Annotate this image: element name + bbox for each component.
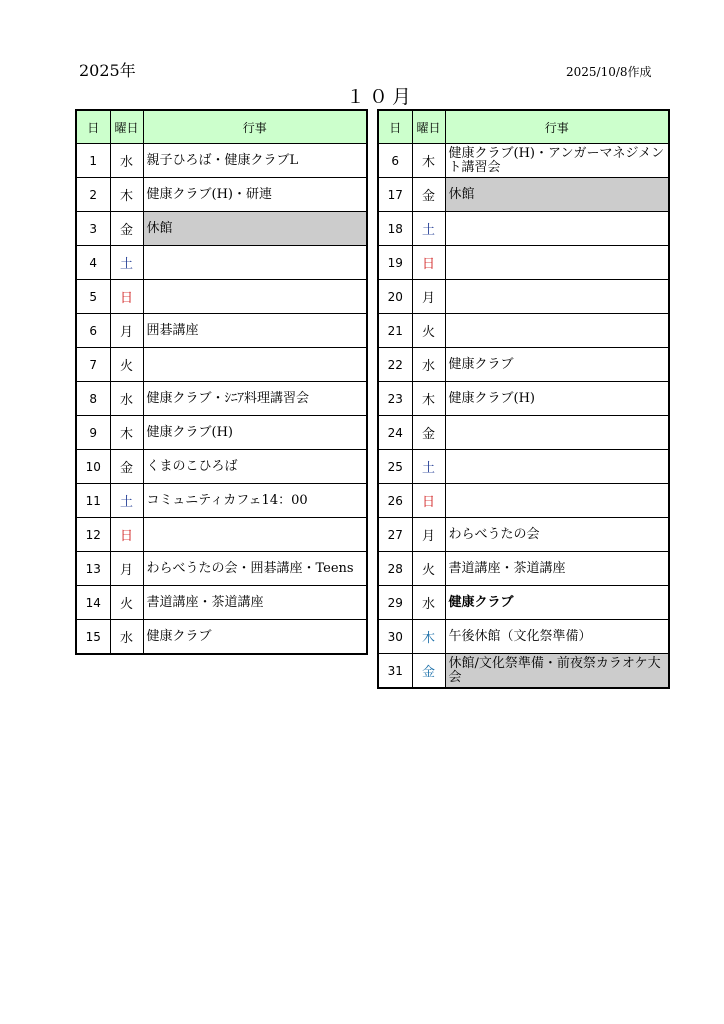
table-row [378, 348, 669, 382]
column-header-day: 日 [378, 110, 412, 144]
day-cell: 10 [76, 450, 110, 484]
table-row [76, 484, 367, 518]
day-cell: 1 [76, 144, 110, 178]
weekday-cell: 月 [110, 552, 143, 586]
event-cell [445, 212, 669, 246]
day-cell: 7 [76, 348, 110, 382]
day-cell: 13 [76, 552, 110, 586]
day-cell: 24 [378, 416, 412, 450]
day-cell: 2 [76, 178, 110, 212]
weekday-cell: 水 [412, 348, 445, 382]
event-cell: 書道講座・茶道講座 [143, 586, 367, 620]
column-header-day: 日 [76, 110, 110, 144]
weekday-cell: 月 [412, 280, 445, 314]
weekday-cell: 水 [412, 586, 445, 620]
calendar-table-left [75, 109, 368, 655]
table-row [378, 144, 669, 178]
event-cell: 健康クラブ [445, 586, 669, 620]
month-title: １０月 [346, 86, 416, 108]
event-cell: 健康クラブ [143, 620, 367, 655]
table-row [378, 450, 669, 484]
weekday-cell: 金 [412, 416, 445, 450]
weekday-cell: 金 [110, 450, 143, 484]
event-cell: 午後休館（文化祭準備） [445, 620, 669, 654]
weekday-cell: 日 [110, 280, 143, 314]
table-row [76, 280, 367, 314]
weekday-cell: 金 [412, 178, 445, 212]
table-row [76, 416, 367, 450]
table-row [76, 518, 367, 552]
day-cell: 18 [378, 212, 412, 246]
weekday-cell: 火 [412, 552, 445, 586]
weekday-cell: 火 [412, 314, 445, 348]
weekday-cell: 金 [412, 654, 445, 689]
event-cell [143, 246, 367, 280]
event-cell: コミュニティカフェ14：00 [143, 484, 367, 518]
day-cell: 30 [378, 620, 412, 654]
weekday-cell: 日 [110, 518, 143, 552]
weekday-cell: 日 [412, 484, 445, 518]
day-cell: 27 [378, 518, 412, 552]
day-cell: 17 [378, 178, 412, 212]
event-cell: わらべうたの会・囲碁講座・Teens [143, 552, 367, 586]
table-row [76, 450, 367, 484]
event-cell [143, 518, 367, 552]
day-cell: 8 [76, 382, 110, 416]
event-cell: 健康クラブ(H)・研連 [143, 178, 367, 212]
day-cell: 12 [76, 518, 110, 552]
event-cell: 健康クラブ(H)・アンガーマネジメント講習会 [445, 144, 669, 178]
table-row [76, 212, 367, 246]
event-cell: 健康クラブ・ｼﾆｱ料理講習会 [143, 382, 367, 416]
day-cell: 5 [76, 280, 110, 314]
table-row [378, 620, 669, 654]
day-cell: 3 [76, 212, 110, 246]
event-cell: 親子ひろば・健康クラブL [143, 144, 367, 178]
table-row [76, 348, 367, 382]
event-cell [445, 314, 669, 348]
event-cell: 健康クラブ(H) [445, 382, 669, 416]
event-cell [445, 416, 669, 450]
table-row [76, 382, 367, 416]
day-cell: 19 [378, 246, 412, 280]
table-row [378, 586, 669, 620]
weekday-cell: 土 [412, 212, 445, 246]
weekday-cell: 木 [412, 620, 445, 654]
day-cell: 25 [378, 450, 412, 484]
table-row [378, 484, 669, 518]
day-cell: 6 [378, 144, 412, 178]
weekday-cell: 木 [110, 416, 143, 450]
event-cell: 休館/文化祭準備・前夜祭カラオケ大会 [445, 654, 669, 689]
weekday-cell: 日 [412, 246, 445, 280]
weekday-cell: 水 [110, 144, 143, 178]
event-cell [445, 484, 669, 518]
table-header-row [76, 110, 367, 144]
table-row [378, 178, 669, 212]
day-cell: 9 [76, 416, 110, 450]
table-row [378, 552, 669, 586]
event-cell: わらべうたの会 [445, 518, 669, 552]
event-cell [143, 348, 367, 382]
column-header-weekday: 曜日 [412, 110, 445, 144]
column-header-event: 行事 [143, 110, 367, 144]
weekday-cell: 火 [110, 586, 143, 620]
weekday-cell: 木 [412, 382, 445, 416]
table-row [378, 314, 669, 348]
column-header-weekday: 曜日 [110, 110, 143, 144]
weekday-cell: 木 [110, 178, 143, 212]
event-cell [143, 280, 367, 314]
year-label: 2025年 [79, 61, 136, 80]
day-cell: 22 [378, 348, 412, 382]
table-row [76, 246, 367, 280]
event-cell [445, 280, 669, 314]
table-header-row [378, 110, 669, 144]
day-cell: 11 [76, 484, 110, 518]
table-row [76, 620, 367, 655]
weekday-cell: 月 [412, 518, 445, 552]
event-cell: 書道講座・茶道講座 [445, 552, 669, 586]
day-cell: 21 [378, 314, 412, 348]
event-cell: 囲碁講座 [143, 314, 367, 348]
column-header-event: 行事 [445, 110, 669, 144]
created-date: 2025/10/8作成 [566, 65, 652, 79]
table-row [378, 212, 669, 246]
table-row [378, 518, 669, 552]
weekday-cell: 水 [110, 620, 143, 655]
event-cell [445, 246, 669, 280]
table-row [378, 280, 669, 314]
weekday-cell: 金 [110, 212, 143, 246]
weekday-cell: 水 [110, 382, 143, 416]
day-cell: 26 [378, 484, 412, 518]
table-row [76, 144, 367, 178]
weekday-cell: 土 [110, 484, 143, 518]
weekday-cell: 木 [412, 144, 445, 178]
event-cell: 健康クラブ [445, 348, 669, 382]
weekday-cell: 土 [412, 450, 445, 484]
table-row [378, 654, 669, 689]
table-row [378, 416, 669, 450]
day-cell: 31 [378, 654, 412, 689]
day-cell: 4 [76, 246, 110, 280]
day-cell: 15 [76, 620, 110, 655]
day-cell: 14 [76, 586, 110, 620]
weekday-cell: 火 [110, 348, 143, 382]
table-row [378, 246, 669, 280]
table-row [76, 552, 367, 586]
calendar-table-right [377, 109, 670, 689]
event-cell: 健康クラブ(H) [143, 416, 367, 450]
weekday-cell: 月 [110, 314, 143, 348]
table-row [76, 314, 367, 348]
day-cell: 29 [378, 586, 412, 620]
table-row [76, 586, 367, 620]
event-cell: 休館 [143, 212, 367, 246]
table-row [378, 382, 669, 416]
event-cell: 休館 [445, 178, 669, 212]
table-row [76, 178, 367, 212]
event-cell: くまのこひろば [143, 450, 367, 484]
day-cell: 28 [378, 552, 412, 586]
day-cell: 20 [378, 280, 412, 314]
day-cell: 23 [378, 382, 412, 416]
day-cell: 6 [76, 314, 110, 348]
event-cell [445, 450, 669, 484]
weekday-cell: 土 [110, 246, 143, 280]
